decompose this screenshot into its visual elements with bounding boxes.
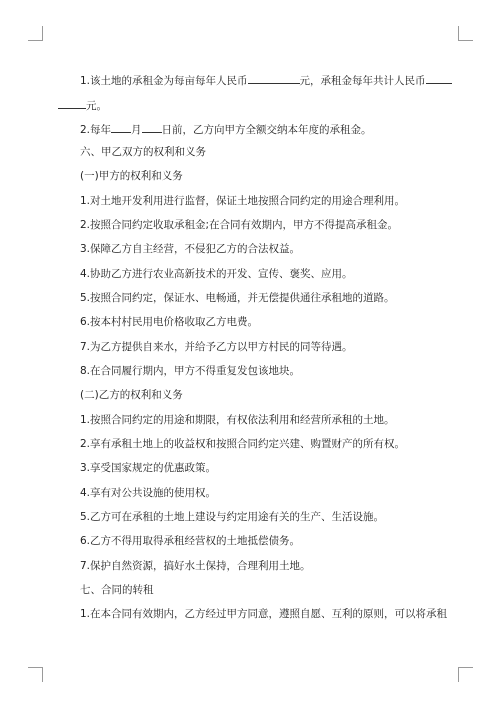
party-b-item-2: 2.享有承租土地上的收益权和按照合同约定兴建、购置财产的所有权。: [80, 438, 406, 450]
rent-amount-line: 1.该土地的承租金为每亩每年人民币 元，承租金每年共计人民币: [80, 72, 452, 88]
section-7-heading: 七、合同的转租: [80, 584, 154, 596]
party-a-item-5: 5.按照合同约定，保证水、电畅通，并无偿提供通往承租地的道路。: [80, 292, 395, 304]
section-6b-heading: (二)乙方的权利和义务: [80, 389, 183, 401]
crop-mark-bottom-left: [28, 667, 43, 682]
month-blank: [111, 121, 131, 133]
total-rent-blank: [426, 72, 452, 84]
sublease-item-1: 1.在本合同有效期内，乙方经过甲方同意，遵照自愿、互利的原则，可以将承租: [80, 608, 448, 620]
party-b-item-7: 7.保护自然资源，搞好水土保持，合理利用土地。: [80, 560, 311, 572]
party-a-item-2: 2.按照合同约定收取承租金;在合同有效期内，甲方不得提高承租金。: [80, 219, 399, 231]
party-a-item-7: 7.为乙方提供自来水，并给予乙方以甲方村民的同等待遇。: [80, 341, 353, 353]
party-b-item-1: 1.按照合同约定的用途和期限，有权依法利用和经营所承租的土地。: [80, 414, 395, 426]
party-b-item-5: 5.乙方可在承租的土地上建设与约定用途有关的生产、生活设施。: [80, 511, 385, 523]
party-b-item-4: 4.享有对公共设施的使用权。: [80, 487, 217, 499]
party-a-item-3: 3.保障乙方自主经营，不侵犯乙方的合法权益。: [80, 243, 301, 255]
per-mu-blank: [248, 72, 300, 84]
party-a-item-6: 6.按本村村民用电价格收取乙方电费。: [80, 316, 259, 328]
payment-date-line: 2.每年 月 日前，乙方向甲方全额交纳本年度的承租金。: [80, 121, 372, 137]
party-b-item-3: 3.享受国家规定的优惠政策。: [80, 462, 217, 474]
party-a-item-8: 8.在合同履行期内，甲方不得重复发包该地块。: [80, 365, 301, 377]
party-b-item-6: 6.乙方不得用取得承租经营权的土地抵偿债务。: [80, 535, 301, 547]
section-6-heading: 六、甲乙双方的权利和义务: [80, 146, 206, 158]
crop-mark-top-left: [28, 26, 43, 41]
rent-amount-line-cont: 元。: [58, 97, 107, 113]
party-a-item-4: 4.协助乙方进行农业高新技术的开发、宣传、褒奖、应用。: [80, 268, 353, 280]
section-6a-heading: (一)甲方的权利和义务: [80, 170, 183, 182]
crop-mark-top-right: [458, 26, 473, 41]
party-a-item-1: 1.对土地开发利用进行监督，保证土地按照合同约定的用途合理利用。: [80, 195, 406, 207]
day-blank: [142, 121, 162, 133]
total-rent-blank-cont: [58, 97, 86, 109]
crop-mark-bottom-right: [458, 667, 473, 682]
